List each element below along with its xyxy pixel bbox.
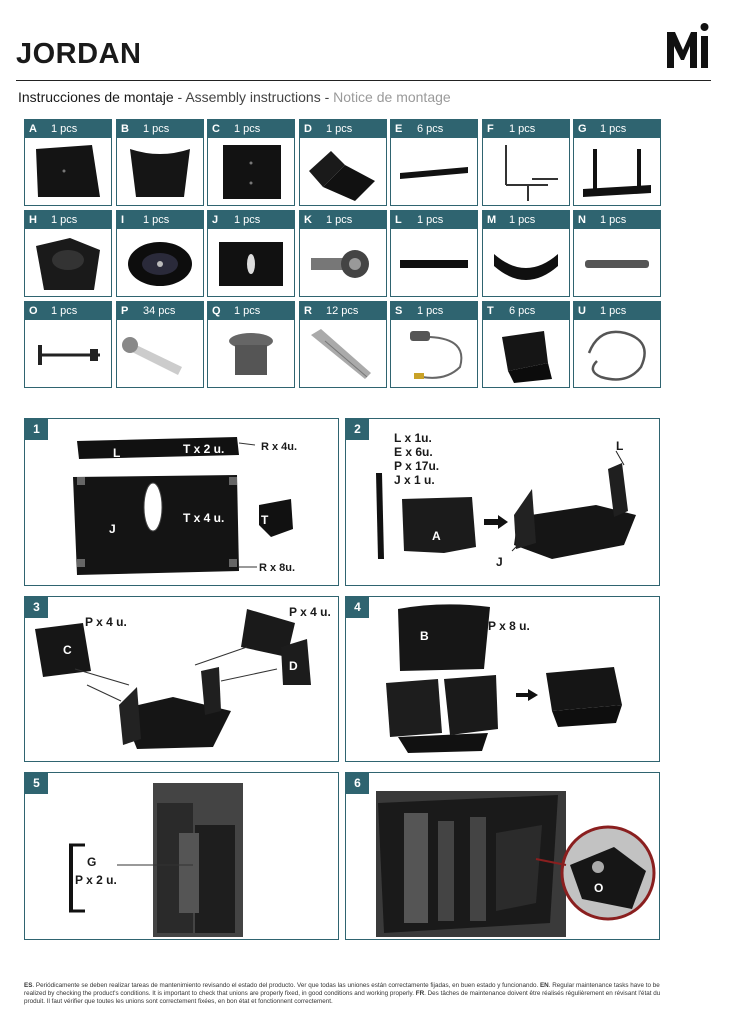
part-image xyxy=(208,138,294,205)
page-title: JORDAN xyxy=(16,38,142,70)
part-card-e xyxy=(390,119,478,206)
part-card-n xyxy=(573,210,661,297)
part-image xyxy=(574,320,660,387)
step-3-illustration xyxy=(25,597,339,762)
black-bar-icon xyxy=(396,232,472,294)
part-header xyxy=(208,120,294,138)
part-card-l xyxy=(390,210,478,297)
subtitle-fr: Notice de montage xyxy=(333,89,451,105)
step-number: 1 xyxy=(25,419,48,440)
step-2-panel xyxy=(345,418,660,586)
part-card-o xyxy=(24,301,112,388)
step-6-illustration xyxy=(346,773,660,940)
part-image xyxy=(208,320,294,387)
part-header xyxy=(574,302,660,320)
label-part-c: C xyxy=(63,643,72,657)
part-quantity: 1 pcs xyxy=(417,305,444,317)
part-header xyxy=(208,211,294,229)
subtitle xyxy=(18,89,451,105)
part-quantity: 1 pcs xyxy=(234,214,261,226)
part-header xyxy=(300,211,386,229)
step-number: 2 xyxy=(346,419,369,440)
part-code: T xyxy=(487,305,494,317)
note-es: . Periódicamente se deben realizar tareas de mantenimiento revisando el estado del producto. Ver que todas las uniones están correctamente fijadas, en buen estado y funcionando. xyxy=(32,982,540,989)
part-header xyxy=(25,120,111,138)
part-header xyxy=(483,302,569,320)
step-6-panel xyxy=(345,772,660,940)
part-header xyxy=(391,302,477,320)
part-card-b xyxy=(116,119,204,206)
lang-tag-es: ES xyxy=(24,982,33,989)
part-image xyxy=(483,320,569,387)
part-code: F xyxy=(487,123,494,135)
step-1-panel xyxy=(24,418,339,586)
drain-fitting-icon xyxy=(213,323,289,385)
label-p-x2: P x 2 u. xyxy=(75,873,117,887)
part-quantity: 1 pcs xyxy=(143,123,170,135)
part-quantity: 12 pcs xyxy=(326,305,359,317)
shower-head-icon xyxy=(396,323,472,385)
part-image xyxy=(483,138,569,205)
label-part-o: O xyxy=(594,881,604,895)
label-list-l: L x 1u. xyxy=(394,431,432,445)
part-card-r xyxy=(299,301,387,388)
part-quantity: 1 pcs xyxy=(234,123,261,135)
part-card-c xyxy=(207,119,295,206)
part-image xyxy=(300,138,386,205)
label-part-d: D xyxy=(289,659,298,673)
part-quantity: 1 pcs xyxy=(326,214,353,226)
label-list-j: J x 1 u. xyxy=(394,473,435,487)
side-panel-icon xyxy=(213,141,289,203)
part-image xyxy=(25,138,111,205)
part-card-m xyxy=(482,210,570,297)
part-code: Q xyxy=(212,305,221,317)
part-card-d xyxy=(299,119,387,206)
step-number: 4 xyxy=(346,597,369,618)
part-quantity: 1 pcs xyxy=(600,123,627,135)
curved-panel-icon xyxy=(122,141,198,203)
maintenance-note xyxy=(24,982,670,1007)
step-number: 6 xyxy=(346,773,369,794)
subtitle-separator: - xyxy=(173,89,186,105)
header-divider xyxy=(16,80,711,81)
step-4-panel xyxy=(345,596,660,762)
part-code: B xyxy=(121,123,129,135)
part-header xyxy=(391,211,477,229)
screw-long-icon xyxy=(122,323,198,385)
drain-hose-icon xyxy=(579,232,655,294)
part-quantity: 1 pcs xyxy=(51,305,78,317)
screw-flat-icon xyxy=(305,323,381,385)
part-header xyxy=(25,211,111,229)
note-fr: . Des tâches de maintenance doivent être réalisés régulièrement en révisant l'état du produit. Il faut vérifier que toutes les unions sont correctement fixées, en bon état et fonctionnent correctement. xyxy=(24,990,661,1006)
label-t-x4: T x 4 u. xyxy=(183,511,225,525)
part-card-f xyxy=(482,119,570,206)
part-quantity: 1 pcs xyxy=(600,214,627,226)
part-card-s xyxy=(390,301,478,388)
part-card-t xyxy=(482,301,570,388)
subtitle-es: Instrucciones de montaje xyxy=(18,89,174,105)
part-quantity: 6 pcs xyxy=(417,123,444,135)
part-quantity: 1 pcs xyxy=(143,214,170,226)
valve-icon xyxy=(305,232,381,294)
part-code: U xyxy=(578,305,586,317)
part-header xyxy=(574,120,660,138)
part-code: G xyxy=(578,123,587,135)
part-image xyxy=(574,229,660,296)
base-plate-icon xyxy=(213,232,289,294)
part-card-a xyxy=(24,119,112,206)
part-card-j xyxy=(207,210,295,297)
part-image xyxy=(574,138,660,205)
label-part-j: J xyxy=(496,555,503,569)
label-part-l: L xyxy=(616,439,624,453)
part-code: N xyxy=(578,214,586,226)
lang-tag-en: EN xyxy=(539,982,549,989)
basin-side-icon xyxy=(30,232,106,294)
label-p-x4-left: P x 4 u. xyxy=(85,615,127,629)
part-card-g xyxy=(573,119,661,206)
part-image xyxy=(391,229,477,296)
part-image xyxy=(300,320,386,387)
part-code: K xyxy=(304,214,312,226)
brand-logo-icon xyxy=(665,22,711,70)
note-en: . Regular maintenance tasks have to be realized by checking the product's conditions. It is important to check that unions are properly fixed, in good conditions and working properly. xyxy=(24,982,660,998)
step-number: 3 xyxy=(25,597,48,618)
step-3-panel xyxy=(24,596,339,762)
support-bracket-icon xyxy=(488,141,564,203)
part-code: O xyxy=(29,305,38,317)
part-code: H xyxy=(29,214,37,226)
label-t-x2: T x 2 u. xyxy=(183,442,225,456)
part-card-i xyxy=(116,210,204,297)
part-quantity: 1 pcs xyxy=(509,214,536,226)
part-header xyxy=(25,302,111,320)
part-image xyxy=(483,229,569,296)
part-quantity: 1 pcs xyxy=(234,305,261,317)
step-5-panel xyxy=(24,772,339,940)
part-code: M xyxy=(487,214,497,226)
label-part-l: L xyxy=(113,446,121,460)
label-part-j: J xyxy=(109,522,116,536)
part-code: C xyxy=(212,123,220,135)
part-quantity: 1 pcs xyxy=(326,123,353,135)
part-header xyxy=(300,302,386,320)
part-quantity: 1 pcs xyxy=(417,214,444,226)
label-p-x4-right: P x 4 u. xyxy=(289,605,331,619)
part-image xyxy=(208,229,294,296)
part-code: S xyxy=(395,305,403,317)
lang-tag-fr: FR xyxy=(415,990,425,998)
part-code: I xyxy=(121,214,125,226)
part-image xyxy=(25,229,111,296)
part-quantity: 34 pcs xyxy=(143,305,176,317)
part-header xyxy=(300,120,386,138)
part-header xyxy=(574,211,660,229)
label-r-x4: R x 4u. xyxy=(261,441,298,453)
part-header xyxy=(117,211,203,229)
part-quantity: 1 pcs xyxy=(51,123,78,135)
part-quantity: 1 pcs xyxy=(600,305,627,317)
part-code: D xyxy=(304,123,312,135)
label-part-g: G xyxy=(87,855,97,869)
part-header xyxy=(483,120,569,138)
label-p-x8: P x 8 u. xyxy=(488,619,530,633)
basin-icon xyxy=(122,232,198,294)
part-code: A xyxy=(29,123,37,135)
part-image xyxy=(25,320,111,387)
part-quantity: 1 pcs xyxy=(51,214,78,226)
part-card-p xyxy=(116,301,204,388)
back-panel-icon xyxy=(30,141,106,203)
part-header xyxy=(483,211,569,229)
part-image xyxy=(117,320,203,387)
neck-rest-icon xyxy=(488,232,564,294)
part-header xyxy=(208,302,294,320)
part-card-k xyxy=(299,210,387,297)
label-list-p: P x 17u. xyxy=(394,459,440,473)
part-image xyxy=(391,320,477,387)
part-header xyxy=(117,120,203,138)
hose-icon xyxy=(579,323,655,385)
step-number: 5 xyxy=(25,773,48,794)
flat-bar-icon xyxy=(396,141,472,203)
part-quantity: 6 pcs xyxy=(509,305,536,317)
part-code: P xyxy=(121,305,129,317)
part-code: R xyxy=(304,305,312,317)
label-list-e: E x 6u. xyxy=(394,445,433,459)
u-frame-icon xyxy=(579,141,655,203)
part-header xyxy=(117,302,203,320)
part-image xyxy=(117,138,203,205)
part-card-u xyxy=(573,301,661,388)
folded-panel-icon xyxy=(305,141,381,203)
part-image xyxy=(300,229,386,296)
part-header xyxy=(391,120,477,138)
part-image xyxy=(391,138,477,205)
part-code: E xyxy=(395,123,403,135)
part-card-q xyxy=(207,301,295,388)
label-part-b: B xyxy=(420,629,429,643)
part-quantity: 1 pcs xyxy=(509,123,536,135)
label-r-x8: R x 8u. xyxy=(259,562,296,574)
subtitle-en: Assembly instructions xyxy=(185,89,321,105)
part-image xyxy=(117,229,203,296)
subtitle-separator: - xyxy=(320,89,334,105)
label-part-a: A xyxy=(432,529,441,543)
label-part-t: T xyxy=(261,513,269,527)
angle-bracket-icon xyxy=(488,323,564,385)
part-card-h xyxy=(24,210,112,297)
step-5-illustration xyxy=(25,773,339,940)
rod-icon xyxy=(30,323,106,385)
part-code: J xyxy=(212,214,219,226)
part-code: L xyxy=(395,214,402,226)
